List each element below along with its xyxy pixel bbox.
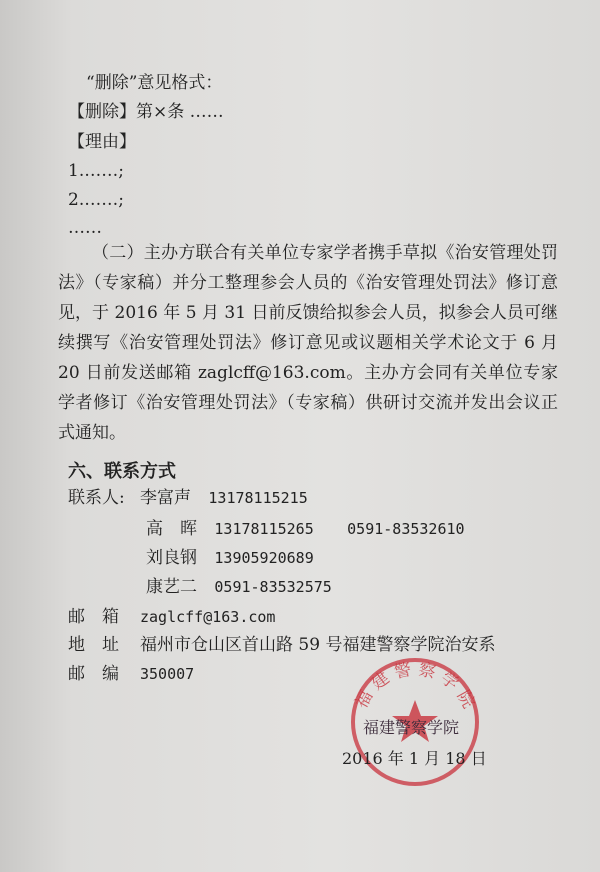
contact-tel: 0591-83532610 [347,520,465,538]
contact-name: 康艺二 [146,577,197,597]
reason-item-2: 2.……; [68,190,124,210]
address-label: 地 址 [68,635,119,655]
contact-name: 李富声 [140,488,191,508]
contact-phone: 13178115265 [214,520,314,538]
contact-person-row-1 [68,487,308,509]
reason-label: 【理由】 [68,132,136,152]
contact-phone: 0591-83532575 [214,578,332,596]
contact-name: 刘良钢 [146,548,197,568]
address-value: 福州市仓山区首山路 59 号福建警察学院治安系 [140,635,496,655]
contact-person-row-3 [146,547,314,569]
signature-date: 2016 年 1 月 18 日 [342,749,487,768]
zip-label: 邮 编 [68,664,119,684]
zip-value: 350007 [140,665,195,683]
email-row [68,606,275,628]
body-paragraph [58,238,558,448]
delete-format-title: “删除”意见格式： [86,73,223,93]
paragraph-text: （二）主办方联合有关单位专家学者携手草拟《治安管理处罚法》（专家稿）并分工整理参会人员的《治安管理处罚法》修订意见，于 2016 年 5 月 31 日前反馈给拟参会人员，拟参会人员可继续撰写《治安管理处罚法》修订意见或议题相关学术论文于 6 月 20 日前发送邮箱 zaglcff@163.com。主办方会同有关单位专家学者修订《治安管理处罚法》（专家稿）供研讨交流并发出会议正式通知。 [58,243,558,443]
contact-name: 高 晖 [146,519,197,539]
signature-org: 福建警察学院 [363,718,460,737]
zip-row [68,663,194,685]
reason-ellipsis: …… [68,218,102,238]
contact-label: 联系人: [68,488,125,508]
email-value: zaglcff@163.com [140,608,276,626]
contact-heading: 六、联系方式 [68,461,176,482]
reason-item-1: 1.……; [68,161,124,181]
seal-arc-text: 福 建 警 察 学 院 [351,659,479,712]
contact-phone: 13905920689 [214,549,314,567]
delete-format-line: 【删除】第×条 …… [68,102,224,122]
contact-phone: 13178115215 [208,489,308,507]
contact-person-row-2 [146,518,465,540]
email-label: 邮 箱 [68,607,119,627]
contact-person-row-4 [146,576,332,598]
